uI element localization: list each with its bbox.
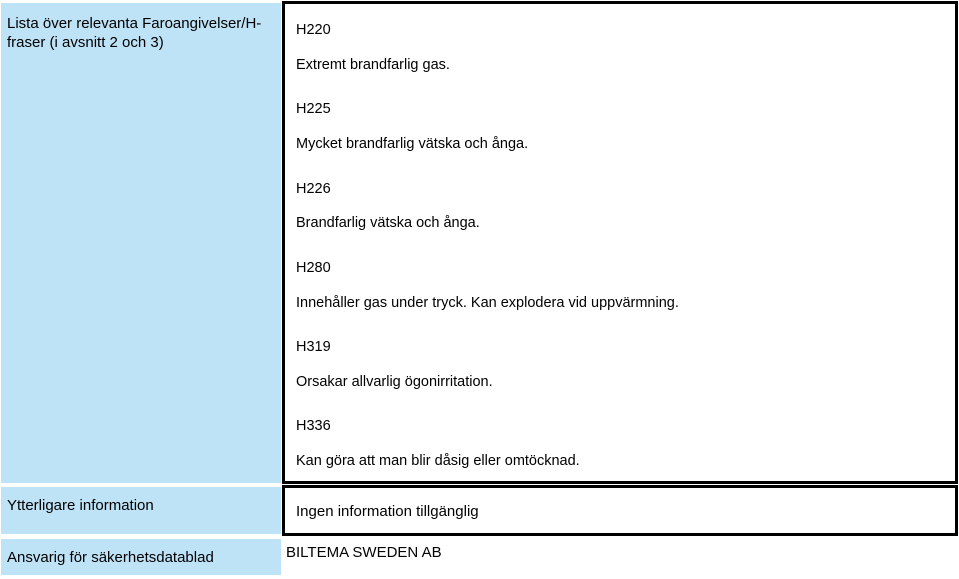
additional-info-value: Ingen information tillgänglig (296, 503, 479, 520)
additional-info-box (282, 485, 958, 536)
responsible-label: Ansvarig för säkerhetsdatablad (1, 539, 281, 575)
h-code: H319 (296, 339, 331, 355)
phrases-box (282, 1, 958, 484)
h-code: H280 (296, 260, 331, 276)
h-phrase-text: Brandfarlig vätska och ånga. (296, 215, 480, 231)
responsible-value: BILTEMA SWEDEN AB (286, 544, 442, 561)
h-code: H225 (296, 101, 331, 117)
h-phrase-text: Kan göra att man blir dåsig eller omtöcknad. (296, 453, 580, 469)
h-code: H220 (296, 22, 331, 38)
h-phrase-text: Mycket brandfarlig vätska och ånga. (296, 136, 529, 152)
h-phrase-text: Innehåller gas under tryck. Kan explodera vid uppvärmning. (296, 295, 679, 311)
phrases-label: Lista över relevanta Faroangivelser/H-fraser (i avsnitt 2 och 3) (1, 3, 281, 483)
h-code: H226 (296, 181, 331, 197)
h-phrase-text: Orsakar allvarlig ögonirritation. (296, 374, 493, 390)
additional-info-label: Ytterligare information (1, 487, 281, 534)
h-code: H336 (296, 418, 331, 434)
h-phrase-text: Extremt brandfarlig gas. (296, 57, 450, 73)
